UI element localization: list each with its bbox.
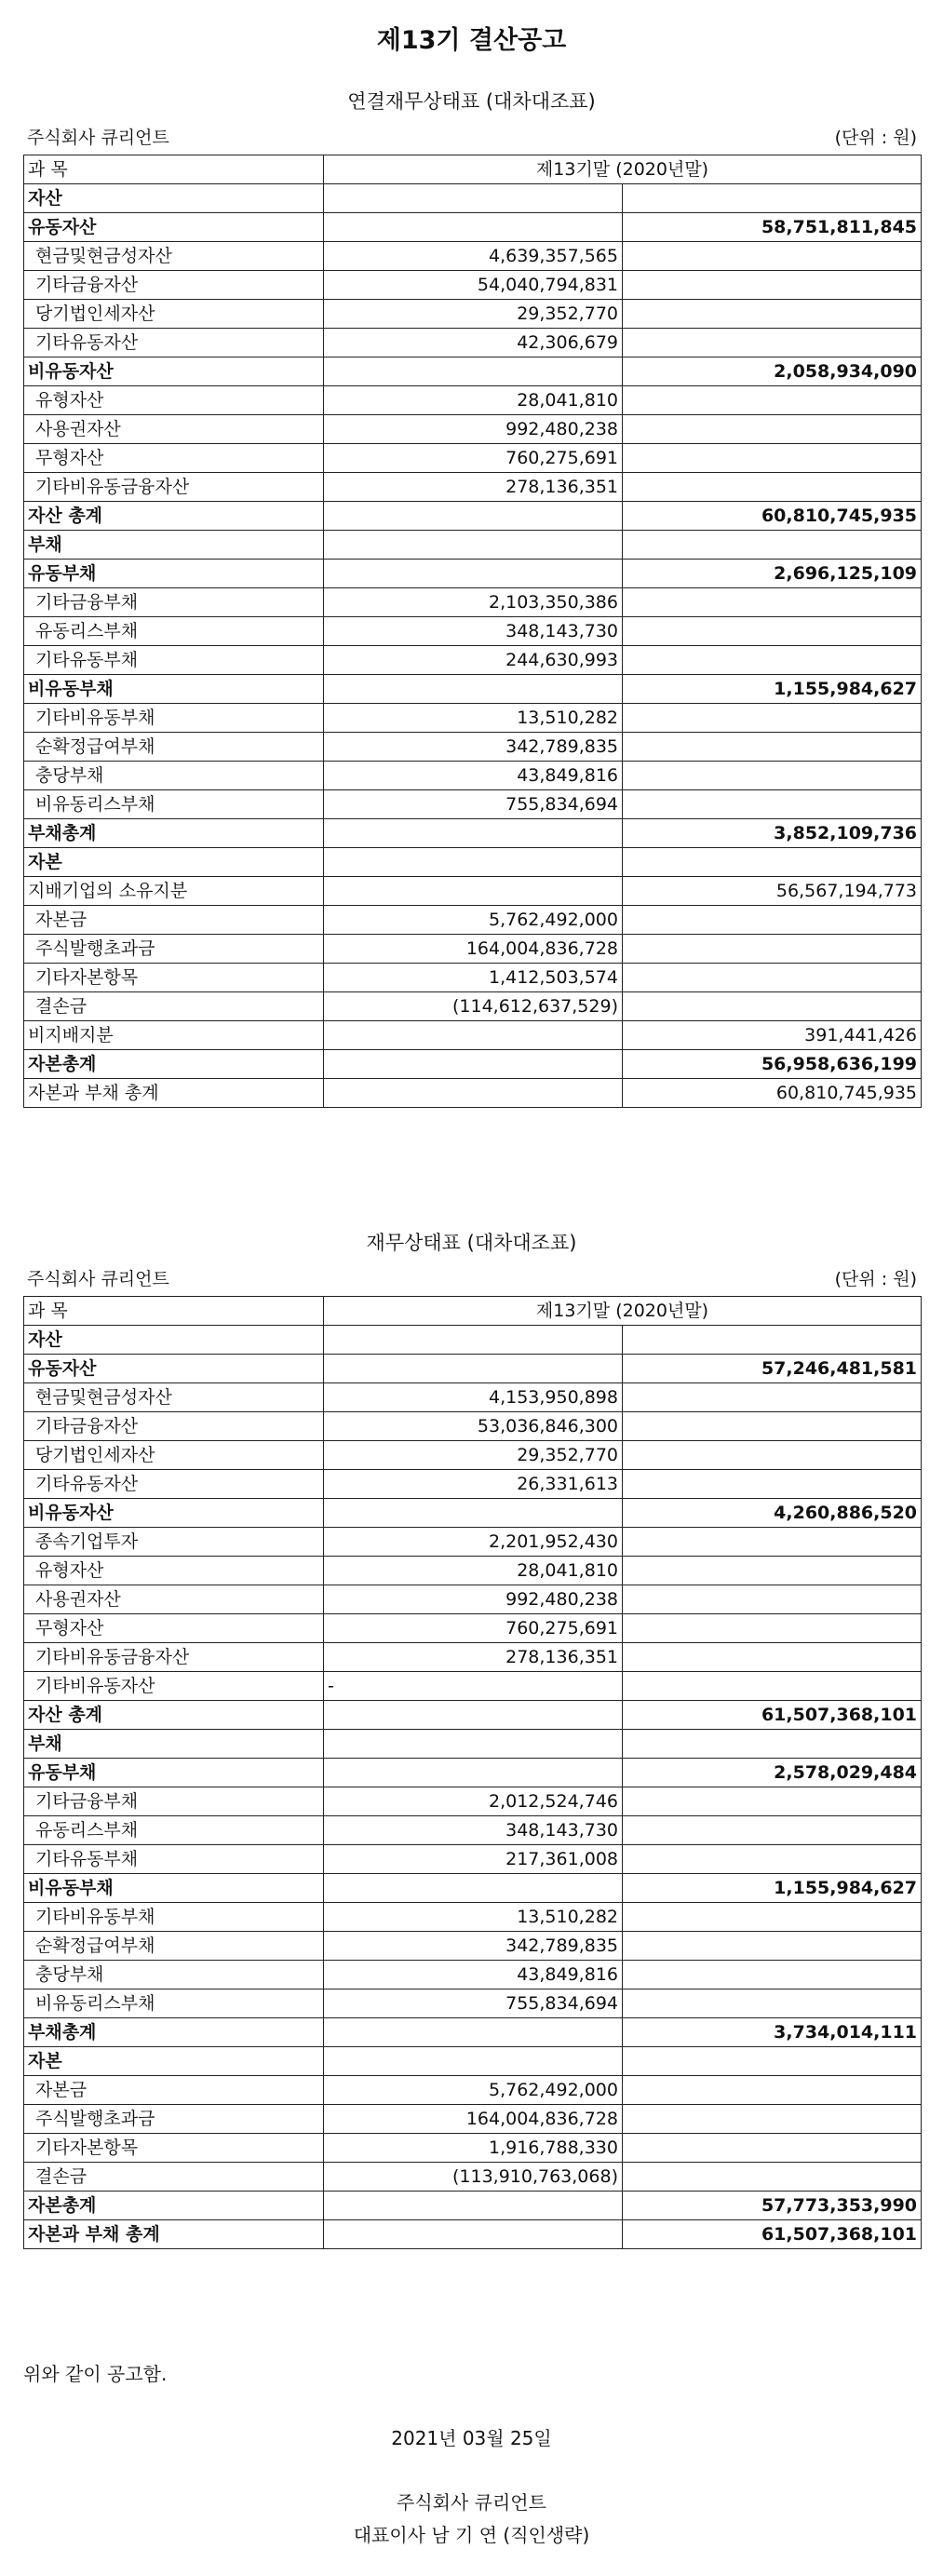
row-label: 자본과 부채 총계 [24, 1079, 324, 1108]
table-row [24, 1355, 922, 1383]
table-row [24, 1932, 922, 1961]
row-detail-amount: 28,041,810 [324, 1557, 623, 1585]
row-detail-amount [324, 2192, 623, 2220]
table-row [24, 1585, 922, 1614]
row-total-amount [623, 935, 922, 964]
table-row [24, 1021, 922, 1050]
row-label: 비유동부채 [24, 675, 324, 704]
row-detail-amount [324, 213, 623, 242]
row-detail-amount: 13,510,282 [324, 704, 623, 733]
table-row [24, 1874, 922, 1903]
table-row [24, 906, 922, 935]
row-detail-amount: 2,103,350,386 [324, 588, 623, 617]
table-row [24, 2192, 922, 2220]
row-total-amount [623, 1730, 922, 1759]
table-row [24, 2163, 922, 2192]
table-row [24, 531, 922, 560]
row-detail-amount [324, 675, 623, 704]
row-total-amount [623, 1961, 922, 1989]
page-title: 제13기 결산공고 [376, 26, 567, 55]
row-detail-amount [324, 2047, 623, 2076]
row-label: 자산 총계 [24, 1701, 324, 1730]
table-row [24, 1643, 922, 1672]
row-label: 유동리스부채 [24, 617, 324, 646]
row-total-amount [623, 473, 922, 502]
table-row [24, 1961, 922, 1989]
row-total-amount: 58,751,811,845 [623, 213, 922, 242]
row-detail-amount: 43,849,816 [324, 1961, 623, 1989]
row-label: 기타비유동부채 [24, 1903, 324, 1932]
table-row [24, 473, 922, 502]
row-label: 현금및현금성자산 [24, 1383, 324, 1412]
table-row [24, 329, 922, 357]
table-row [24, 300, 922, 329]
table-row [24, 1326, 922, 1355]
row-label: 기타금융부채 [24, 588, 324, 617]
table-row [24, 762, 922, 790]
row-total-amount [623, 1470, 922, 1499]
row-label: 자본금 [24, 2076, 324, 2105]
table-row [24, 848, 922, 877]
row-detail-amount [324, 502, 623, 531]
consolidated-meta [23, 125, 921, 151]
notice-text: 위와 같이 공고함. [23, 2363, 168, 2385]
table-row [24, 2047, 922, 2076]
row-total-amount [623, 531, 922, 560]
row-detail-amount: (114,612,637,529) [324, 992, 623, 1021]
row-total-amount [623, 1932, 922, 1961]
row-total-amount [623, 1989, 922, 2018]
header-period: 제13기말 (2020년말) [324, 1297, 922, 1326]
row-detail-amount: 342,789,835 [324, 1932, 623, 1961]
table-row [24, 560, 922, 588]
row-total-amount [623, 2134, 922, 2163]
table-row [24, 242, 922, 271]
table-row [24, 617, 922, 646]
table-row [24, 1557, 922, 1585]
row-total-amount: 1,155,984,627 [623, 1874, 922, 1903]
table-row [24, 1470, 922, 1499]
row-label: 충당부채 [24, 1961, 324, 1989]
row-total-amount: 56,567,194,773 [623, 877, 922, 906]
table-header-row [24, 155, 922, 184]
row-detail-amount: - [324, 1672, 623, 1701]
row-label: 기타비유동금융자산 [24, 473, 324, 502]
row-label: 기타금융자산 [24, 271, 324, 300]
row-detail-amount: 164,004,836,728 [324, 935, 623, 964]
row-detail-amount [324, 1499, 623, 1528]
row-total-amount [623, 329, 922, 357]
table-row [24, 2220, 922, 2249]
header-period: 제13기말 (2020년말) [324, 155, 922, 184]
row-detail-amount [324, 531, 623, 560]
table-row [24, 733, 922, 762]
row-total-amount [623, 271, 922, 300]
row-label: 사용권자산 [24, 1585, 324, 1614]
announcement-date: 2021년 03월 25일 [391, 2427, 552, 2449]
row-label: 자본총계 [24, 1050, 324, 1079]
row-label: 결손금 [24, 2163, 324, 2192]
row-total-amount [623, 1585, 922, 1614]
row-detail-amount [324, 2018, 623, 2047]
row-detail-amount [324, 2220, 623, 2249]
row-total-amount [623, 1845, 922, 1874]
table-row [24, 444, 922, 473]
table-row [24, 1079, 922, 1108]
row-total-amount [623, 386, 922, 415]
row-label: 유동리스부채 [24, 1816, 324, 1845]
row-label: 자본총계 [24, 2192, 324, 2220]
row-detail-amount [324, 1355, 623, 1383]
row-total-amount [623, 1528, 922, 1557]
footer-company-name: 주식회사 큐리언트 [397, 2491, 546, 2514]
table-row [24, 1787, 922, 1816]
row-label: 비유동리스부채 [24, 790, 324, 819]
table-row [24, 1759, 922, 1787]
row-detail-amount: 53,036,846,300 [324, 1412, 623, 1441]
row-total-amount: 2,696,125,109 [623, 560, 922, 588]
row-total-amount: 60,810,745,935 [623, 502, 922, 531]
row-label: 비유동자산 [24, 357, 324, 386]
table-row [24, 1701, 922, 1730]
separate-meta [23, 1266, 921, 1292]
row-detail-amount: 217,361,008 [324, 1845, 623, 1874]
table-row [24, 213, 922, 242]
header-item: 과 목 [24, 155, 324, 184]
row-total-amount [623, 617, 922, 646]
row-detail-amount: 348,143,730 [324, 1816, 623, 1845]
table-row [24, 819, 922, 848]
row-label: 부채 [24, 531, 324, 560]
row-label: 사용권자산 [24, 415, 324, 444]
row-label: 비유동리스부채 [24, 1989, 324, 2018]
company-name: 주식회사 큐리언트 [27, 1269, 169, 1289]
row-label: 자본 [24, 848, 324, 877]
table-row [24, 588, 922, 617]
table-row [24, 415, 922, 444]
row-detail-amount: 2,012,524,746 [324, 1787, 623, 1816]
row-label: 자본과 부채 총계 [24, 2220, 324, 2249]
row-label: 부채총계 [24, 819, 324, 848]
row-detail-amount: 1,916,788,330 [324, 2134, 623, 2163]
table-row [24, 1903, 922, 1932]
table-row [24, 877, 922, 906]
row-total-amount [623, 733, 922, 762]
table-row [24, 1989, 922, 2018]
unit-label: (단위 : 원) [834, 1269, 917, 1289]
row-detail-amount [324, 1326, 623, 1355]
row-label: 부채총계 [24, 2018, 324, 2047]
row-detail-amount [324, 1701, 623, 1730]
row-label: 기타유동자산 [24, 329, 324, 357]
table-row [24, 357, 922, 386]
row-total-amount [623, 1672, 922, 1701]
row-label: 자본 [24, 2047, 324, 2076]
row-label: 유형자산 [24, 386, 324, 415]
row-label: 충당부채 [24, 762, 324, 790]
row-label: 자산 [24, 1326, 324, 1355]
row-total-amount [623, 992, 922, 1021]
table-row [24, 1528, 922, 1557]
row-detail-amount: 755,834,694 [324, 1989, 623, 2018]
row-total-amount [623, 1383, 922, 1412]
row-detail-amount: 54,040,794,831 [324, 271, 623, 300]
row-label: 비지배지분 [24, 1021, 324, 1050]
row-label: 자본금 [24, 906, 324, 935]
row-detail-amount: 992,480,238 [324, 1585, 623, 1614]
row-label: 주식발행초과금 [24, 935, 324, 964]
table-row [24, 1499, 922, 1528]
row-detail-amount [324, 560, 623, 588]
row-total-amount [623, 1557, 922, 1585]
row-detail-amount: 4,639,357,565 [324, 242, 623, 271]
row-total-amount [623, 1412, 922, 1441]
row-total-amount [623, 300, 922, 329]
row-label: 종속기업투자 [24, 1528, 324, 1557]
table-row [24, 184, 922, 213]
row-label: 주식발행초과금 [24, 2105, 324, 2134]
row-total-amount [623, 906, 922, 935]
row-label: 기타금융부채 [24, 1787, 324, 1816]
row-total-amount: 61,507,368,101 [623, 1701, 922, 1730]
row-total-amount: 391,441,426 [623, 1021, 922, 1050]
row-total-amount: 4,260,886,520 [623, 1499, 922, 1528]
row-detail-amount [324, 184, 623, 213]
row-detail-amount: 164,004,836,728 [324, 2105, 623, 2134]
row-total-amount [623, 704, 922, 733]
row-total-amount: 3,734,014,111 [623, 2018, 922, 2047]
row-total-amount [623, 1787, 922, 1816]
row-detail-amount: 278,136,351 [324, 1643, 623, 1672]
table-row [24, 1816, 922, 1845]
row-total-amount [623, 415, 922, 444]
row-detail-amount [324, 848, 623, 877]
row-label: 순확정급여부채 [24, 1932, 324, 1961]
row-detail-amount [324, 1759, 623, 1787]
row-label: 자산 총계 [24, 502, 324, 531]
row-label: 무형자산 [24, 1614, 324, 1643]
row-total-amount: 2,578,029,484 [623, 1759, 922, 1787]
row-label: 기타자본항목 [24, 2134, 324, 2163]
row-detail-amount: 5,762,492,000 [324, 2076, 623, 2105]
row-label: 기타비유동자산 [24, 1672, 324, 1701]
consolidated-statement-title: 연결재무상태표 (대차대조표) [347, 90, 596, 113]
row-label: 기타금융자산 [24, 1412, 324, 1441]
table-row [24, 1050, 922, 1079]
row-detail-amount: 4,153,950,898 [324, 1383, 623, 1412]
row-total-amount: 3,852,109,736 [623, 819, 922, 848]
row-label: 자산 [24, 184, 324, 213]
row-detail-amount [324, 1021, 623, 1050]
table-row [24, 1672, 922, 1701]
row-total-amount: 57,773,353,990 [623, 2192, 922, 2220]
row-label: 기타비유동부채 [24, 704, 324, 733]
table-row [24, 2076, 922, 2105]
row-total-amount [623, 2163, 922, 2192]
row-total-amount [623, 2105, 922, 2134]
row-detail-amount: 755,834,694 [324, 790, 623, 819]
row-label: 기타유동자산 [24, 1470, 324, 1499]
row-total-amount [623, 2076, 922, 2105]
row-total-amount [623, 1614, 922, 1643]
row-total-amount [623, 242, 922, 271]
table-row [24, 1614, 922, 1643]
table-row [24, 1383, 922, 1412]
row-label: 기타유동부채 [24, 1845, 324, 1874]
separate-balance-sheet-table [23, 1296, 922, 2249]
row-total-amount [623, 964, 922, 992]
row-detail-amount [324, 819, 623, 848]
table-row [24, 1845, 922, 1874]
table-row [24, 1412, 922, 1441]
separate-statement-title: 재무상태표 (대차대조표) [366, 1232, 577, 1254]
row-label: 기타자본항목 [24, 964, 324, 992]
row-label: 유동부채 [24, 560, 324, 588]
row-detail-amount: 992,480,238 [324, 415, 623, 444]
table-row [24, 964, 922, 992]
row-label: 기타비유동금융자산 [24, 1643, 324, 1672]
row-detail-amount: 42,306,679 [324, 329, 623, 357]
row-label: 유동부채 [24, 1759, 324, 1787]
table-row [24, 992, 922, 1021]
table-row [24, 2134, 922, 2163]
row-label: 결손금 [24, 992, 324, 1021]
table-row [24, 2105, 922, 2134]
row-total-amount: 61,507,368,101 [623, 2220, 922, 2249]
row-detail-amount: 760,275,691 [324, 444, 623, 473]
row-total-amount [623, 1441, 922, 1470]
row-label: 기타유동부채 [24, 646, 324, 675]
table-row [24, 2018, 922, 2047]
consolidated-balance-sheet-table [23, 155, 922, 1108]
table-row [24, 271, 922, 300]
row-detail-amount: 342,789,835 [324, 733, 623, 762]
table-row [24, 386, 922, 415]
row-label: 비유동자산 [24, 1499, 324, 1528]
row-detail-amount: 278,136,351 [324, 473, 623, 502]
row-total-amount: 56,958,636,199 [623, 1050, 922, 1079]
row-total-amount [623, 790, 922, 819]
row-detail-amount: 5,762,492,000 [324, 906, 623, 935]
row-detail-amount [324, 877, 623, 906]
row-label: 유형자산 [24, 1557, 324, 1585]
row-detail-amount [324, 1079, 623, 1108]
row-label: 유동자산 [24, 1355, 324, 1383]
row-detail-amount: 43,849,816 [324, 762, 623, 790]
row-label: 당기법인세자산 [24, 300, 324, 329]
row-total-amount [623, 848, 922, 877]
row-label: 당기법인세자산 [24, 1441, 324, 1470]
row-detail-amount: 29,352,770 [324, 1441, 623, 1470]
table-row [24, 1730, 922, 1759]
row-total-amount [623, 444, 922, 473]
row-detail-amount: 28,041,810 [324, 386, 623, 415]
row-detail-amount: 244,630,993 [324, 646, 623, 675]
row-total-amount [623, 1326, 922, 1355]
row-total-amount: 57,246,481,581 [623, 1355, 922, 1383]
row-label: 현금및현금성자산 [24, 242, 324, 271]
row-detail-amount: 26,331,613 [324, 1470, 623, 1499]
table-row [24, 790, 922, 819]
table-row [24, 646, 922, 675]
row-detail-amount: 760,275,691 [324, 1614, 623, 1643]
row-label: 순확정급여부채 [24, 733, 324, 762]
row-total-amount [623, 1903, 922, 1932]
row-total-amount [623, 588, 922, 617]
row-detail-amount [324, 1874, 623, 1903]
row-total-amount [623, 646, 922, 675]
row-detail-amount [324, 1050, 623, 1079]
row-total-amount: 2,058,934,090 [623, 357, 922, 386]
row-total-amount: 60,810,745,935 [623, 1079, 922, 1108]
table-row [24, 675, 922, 704]
table-row [24, 1441, 922, 1470]
header-item: 과 목 [24, 1297, 324, 1326]
row-total-amount: 1,155,984,627 [623, 675, 922, 704]
row-detail-amount: 13,510,282 [324, 1903, 623, 1932]
row-detail-amount: 29,352,770 [324, 300, 623, 329]
row-label: 비유동부채 [24, 1874, 324, 1903]
row-detail-amount: (113,910,763,068) [324, 2163, 623, 2192]
row-total-amount [623, 762, 922, 790]
company-name: 주식회사 큐리언트 [27, 128, 169, 148]
row-label: 유동자산 [24, 213, 324, 242]
row-label: 지배기업의 소유지분 [24, 877, 324, 906]
row-total-amount [623, 1643, 922, 1672]
ceo-signature-line: 대표이사 남 기 연 (직인생략) [353, 2524, 590, 2546]
table-row [24, 502, 922, 531]
table-row [24, 704, 922, 733]
row-detail-amount [324, 357, 623, 386]
table-header-row [24, 1297, 922, 1326]
table-row [24, 935, 922, 964]
row-total-amount [623, 1816, 922, 1845]
unit-label: (단위 : 원) [834, 128, 917, 148]
row-label: 부채 [24, 1730, 324, 1759]
row-detail-amount: 2,201,952,430 [324, 1528, 623, 1557]
row-total-amount [623, 184, 922, 213]
row-detail-amount: 1,412,503,574 [324, 964, 623, 992]
row-label: 무형자산 [24, 444, 324, 473]
row-total-amount [623, 2047, 922, 2076]
row-detail-amount: 348,143,730 [324, 617, 623, 646]
row-detail-amount [324, 1730, 623, 1759]
